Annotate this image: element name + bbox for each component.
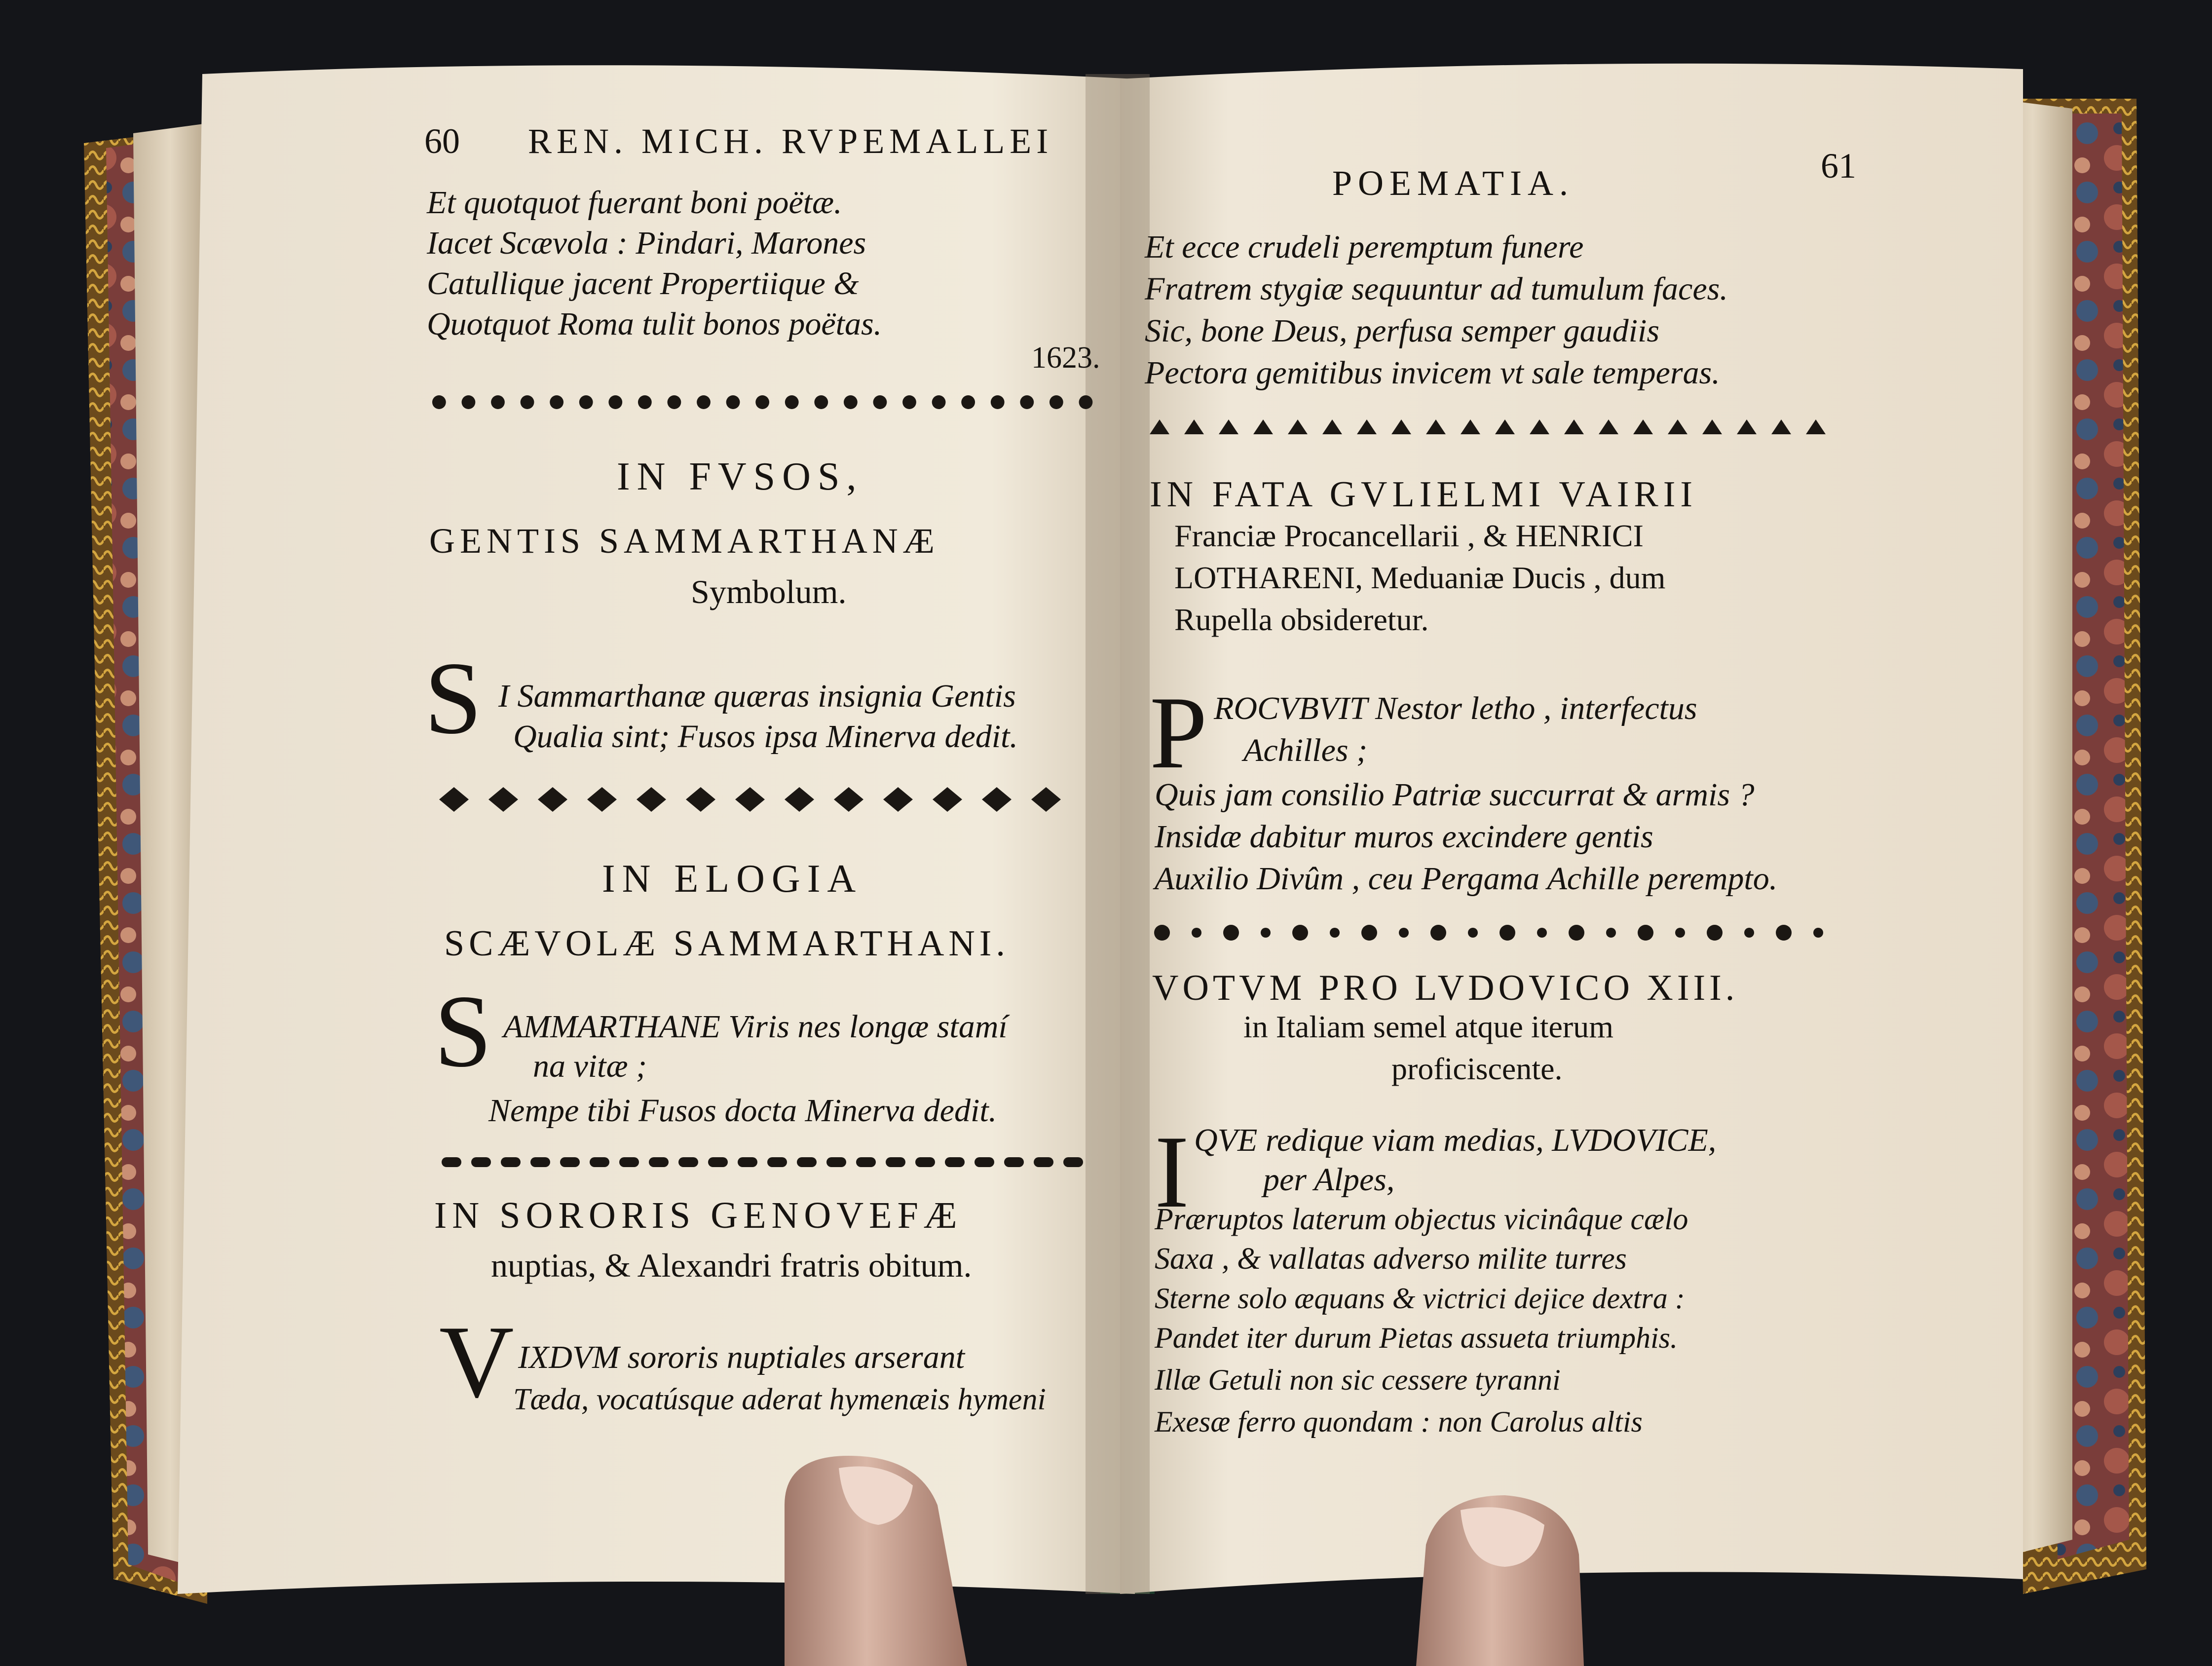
poem5-line-5: Sterne solo æquans & victrici dejice dextra : (1155, 1282, 1685, 1315)
right-opening-line-1: Et ecce crudeli peremptum funere (1145, 229, 1584, 265)
poem5-line-6: Pandet iter durum Pietas assueta triumphis. (1155, 1322, 1678, 1354)
fleuron-band-4 (1145, 415, 1845, 439)
drop-cap-i: I (1155, 1115, 1189, 1229)
poem3-line-2: Tæda, vocatúsque aderat hymenæis hymeni (513, 1383, 1046, 1416)
poem4-line-3: Quis jam consilio Patriæ succurrat & armis ? (1155, 777, 1755, 813)
poem2-line-2: na vitæ ; (533, 1048, 647, 1084)
poem5-line-2: per Alpes, (1263, 1162, 1395, 1198)
poem5-line-3: Præruptos laterum objectus vicinâque cælo (1155, 1203, 1688, 1236)
left-opening-line-3: Catullique jacent Propertiique & (427, 265, 859, 302)
poem-subtitle-nuptias: nuptias, & Alexandri fratris obitum. (491, 1247, 972, 1284)
left-running-head: REN. MICH. RVPEMALLEI (528, 121, 1053, 161)
poem4-line-1: ROCVBVIT Nestor letho , interfectus (1214, 690, 1697, 726)
poem-title-in-elogia: IN ELOGIA (602, 857, 863, 901)
poem1-line-1: I Sammarthanæ quæras insignia Gentis (498, 678, 1016, 714)
poem5-line-8: Exesæ ferro quondam : non Carolus altis (1155, 1405, 1643, 1438)
poem4-subtitle-line-2: LOTHARENI, Meduaniæ Ducis , dum (1174, 560, 1666, 595)
poem5-line-7: Illæ Getuli non sic cessere tyranni (1155, 1363, 1561, 1396)
left-page-number: 60 (424, 121, 460, 161)
right-opening-line-3: Sic, bone Deus, perfusa semper gaudiis (1145, 313, 1660, 349)
poem4-line-5: Auxilio Divûm , ceu Pergama Achille perempto. (1155, 861, 1778, 897)
poem5-subtitle-line-1: in Italiam semel atque iterum (1243, 1009, 1613, 1044)
poem4-subtitle-line-3: Rupella obsideretur. (1174, 602, 1429, 637)
left-year: 1623. (1031, 341, 1100, 375)
right-opening-line-2: Fratrem stygiæ sequuntur ad tumulum faces. (1145, 271, 1728, 307)
poem3-line-1: IXDVM sororis nuptiales arserant (518, 1339, 965, 1375)
poem5-subtitle-line-2: proficiscente. (1391, 1051, 1563, 1086)
poem2-line-3: Nempe tibi Fusos docta Minerva dedit. (488, 1093, 997, 1129)
poem-subtitle-caps-scaevolae: SCÆVOLÆ SAMMARTHANI. (444, 923, 1010, 964)
poem5-line-1: QVE redique viam medias, LVDOVICE, (1194, 1122, 1717, 1158)
drop-cap-s-1: S (424, 641, 482, 756)
left-opening-line-4: Quotquot Roma tulit bonos poëtas. (427, 306, 882, 342)
poem-title-votum: VOTVM PRO LVDOVICO XIII. (1152, 968, 1739, 1008)
right-opening-line-4: Pectora gemitibus invicem vt sale temperas. (1145, 355, 1720, 391)
drop-cap-v: V (439, 1305, 514, 1419)
left-opening-line-2: Iacet Scævola : Pindari, Marones (427, 225, 866, 261)
poem2-line-1: AMMARTHANE Viris nes longæ stamí (503, 1009, 1008, 1045)
poem4-line-4: Insidæ dabitur muros excindere gentis (1155, 819, 1653, 855)
poem-title-in-fusos: IN FVSOS, (617, 455, 863, 498)
poem-subtitle-caps-gentis: GENTIS SAMMARTHANÆ (429, 521, 939, 561)
poem-title-in-sororis: IN SORORIS GENOVEFÆ (434, 1195, 963, 1236)
left-opening-line-1: Et quotquot fuerant boni poëtæ. (427, 185, 842, 221)
poem4-line-2: Achilles ; (1243, 732, 1368, 768)
right-running-head: POEMATIA. (1332, 163, 1575, 203)
poem-title-in-fata: IN FATA GVLIELMI VAIRII (1150, 474, 1697, 515)
drop-cap-s-2: S (434, 974, 492, 1089)
poem1-line-2: Qualia sint; Fusos ipsa Minerva dedit. (513, 719, 1018, 755)
poem-subtitle-symbolum: Symbolum. (691, 573, 847, 610)
right-page-number: 61 (1821, 146, 1856, 186)
poem4-subtitle-line-1: Franciæ Procancellarii , & HENRICI (1174, 518, 1644, 553)
poem5-line-4: Saxa , & vallatas adverso milite turres (1155, 1242, 1627, 1276)
fleuron-band-5 (1150, 920, 1850, 945)
drop-cap-p: P (1150, 676, 1207, 790)
